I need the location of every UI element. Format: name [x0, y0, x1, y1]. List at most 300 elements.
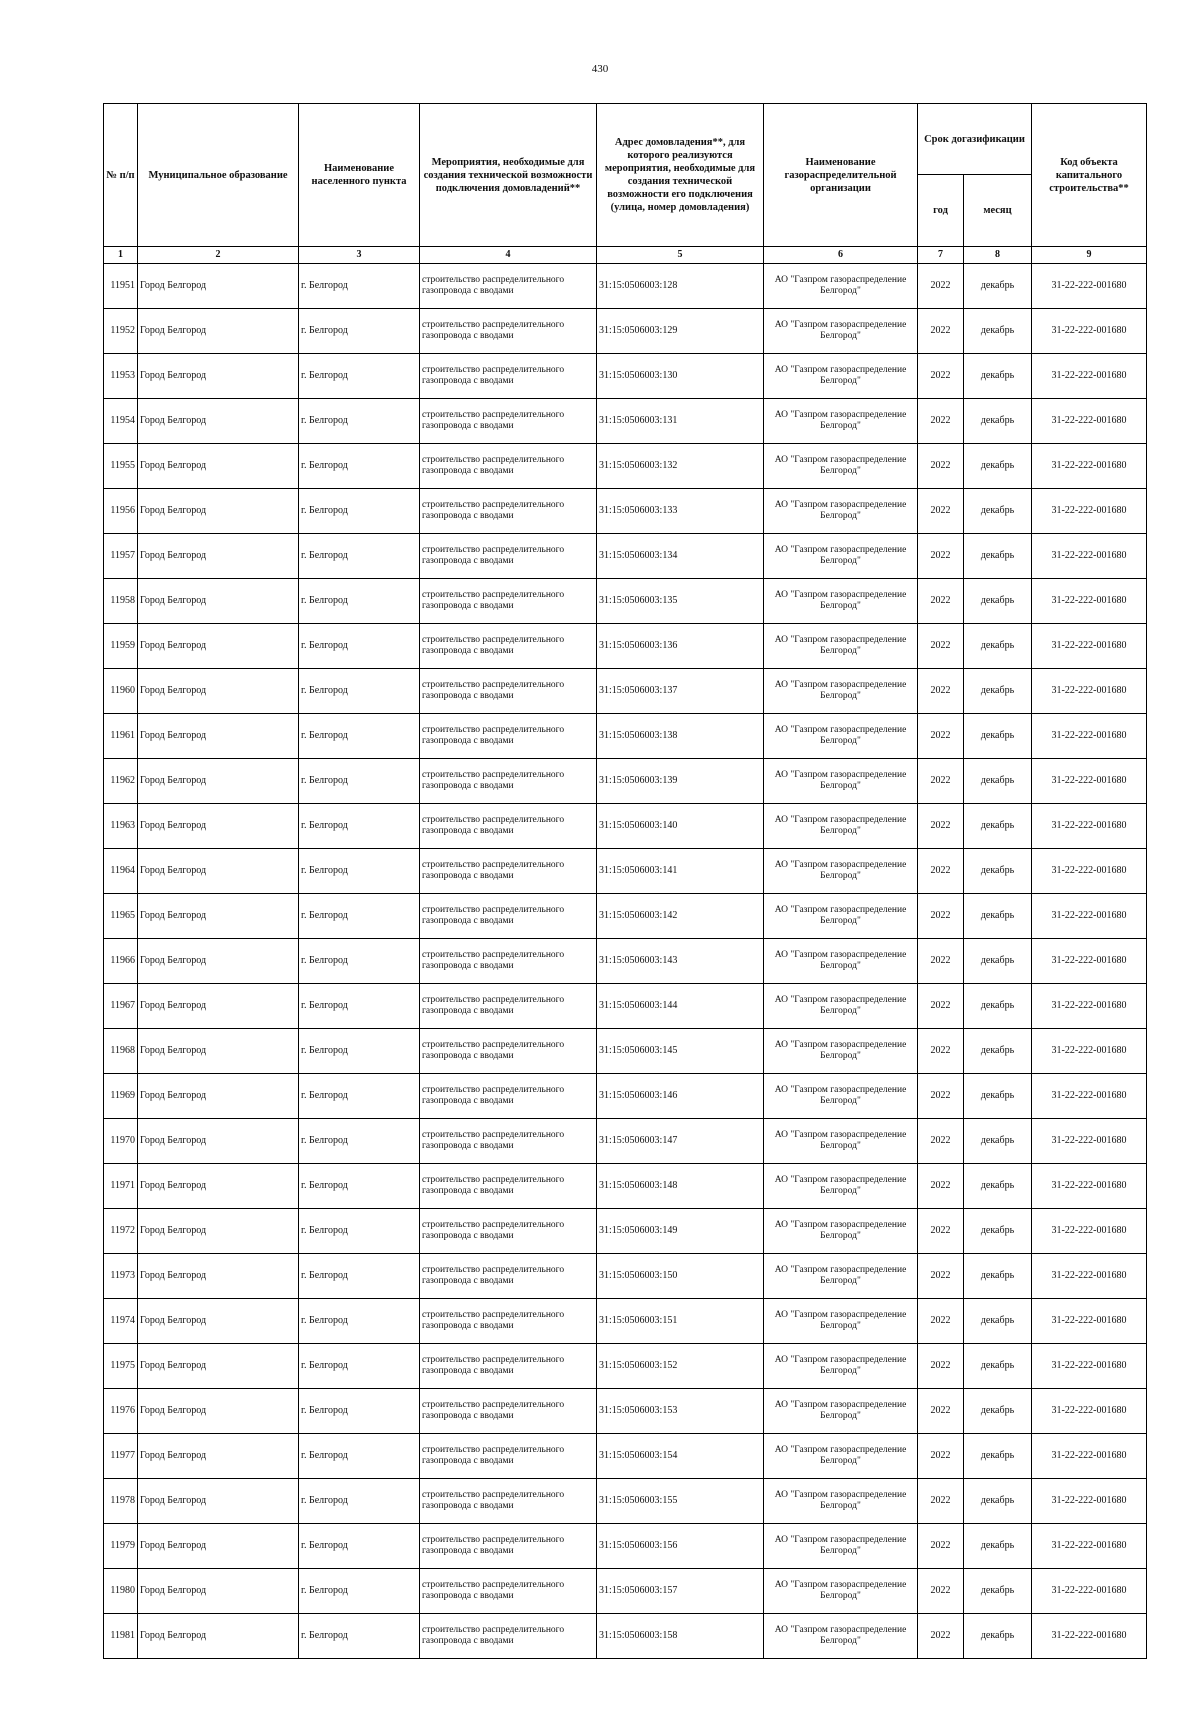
activity-cell: строительство распределительного газопровода с вводами — [420, 1434, 597, 1479]
activity-cell: строительство распределительного газопровода с вводами — [420, 354, 597, 399]
address-cell: 31:15:0506003:149 — [597, 1209, 764, 1254]
row-number: 11962 — [104, 759, 138, 804]
year-cell: 2022 — [918, 1614, 964, 1659]
municipality-cell: Город Белгород — [138, 804, 299, 849]
header-code: Код объекта капитального строительства** — [1032, 104, 1147, 247]
municipality-cell: Город Белгород — [138, 759, 299, 804]
address-cell: 31:15:0506003:135 — [597, 579, 764, 624]
municipality-cell: Город Белгород — [138, 1614, 299, 1659]
month-cell: декабрь — [964, 894, 1032, 939]
row-number: 11959 — [104, 624, 138, 669]
organization-cell: АО "Газпром газораспределение Белгород" — [764, 849, 918, 894]
month-cell: декабрь — [964, 624, 1032, 669]
organization-cell: АО "Газпром газораспределение Белгород" — [764, 1434, 918, 1479]
month-cell: декабрь — [964, 444, 1032, 489]
activity-cell: строительство распределительного газопровода с вводами — [420, 714, 597, 759]
address-cell: 31:15:0506003:157 — [597, 1569, 764, 1614]
settlement-cell: г. Белгород — [299, 1254, 420, 1299]
organization-cell: АО "Газпром газораспределение Белгород" — [764, 1614, 918, 1659]
municipality-cell: Город Белгород — [138, 1074, 299, 1119]
organization-cell: АО "Газпром газораспределение Белгород" — [764, 1119, 918, 1164]
activity-cell: строительство распределительного газопровода с вводами — [420, 759, 597, 804]
table-row — [104, 579, 1147, 624]
table-row — [104, 1344, 1147, 1389]
table-row — [104, 1029, 1147, 1074]
header-deadline: Срок догазификации — [918, 104, 1032, 175]
month-cell: декабрь — [964, 849, 1032, 894]
year-cell: 2022 — [918, 759, 964, 804]
activity-cell: строительство распределительного газопровода с вводами — [420, 1029, 597, 1074]
month-cell: декабрь — [964, 309, 1032, 354]
municipality-cell: Город Белгород — [138, 669, 299, 714]
header-address: Адрес домовладения**, для которого реализуются мероприятия, необходимые для создания технической возможности его подключения (улица, номер домовладения) — [597, 104, 764, 247]
settlement-cell: г. Белгород — [299, 939, 420, 984]
settlement-cell: г. Белгород — [299, 1569, 420, 1614]
settlement-cell: г. Белгород — [299, 534, 420, 579]
table-row — [104, 1299, 1147, 1344]
municipality-cell: Город Белгород — [138, 939, 299, 984]
organization-cell: АО "Газпром газораспределение Белгород" — [764, 1164, 918, 1209]
table-row — [104, 1479, 1147, 1524]
row-number: 11965 — [104, 894, 138, 939]
activity-cell: строительство распределительного газопровода с вводами — [420, 1389, 597, 1434]
table-row — [104, 1254, 1147, 1299]
activity-cell: строительство распределительного газопровода с вводами — [420, 894, 597, 939]
address-cell: 31:15:0506003:137 — [597, 669, 764, 714]
organization-cell: АО "Газпром газораспределение Белгород" — [764, 714, 918, 759]
address-cell: 31:15:0506003:140 — [597, 804, 764, 849]
month-cell: декабрь — [964, 1164, 1032, 1209]
activity-cell: строительство распределительного газопровода с вводами — [420, 1299, 597, 1344]
year-cell: 2022 — [918, 939, 964, 984]
organization-cell: АО "Газпром газораспределение Белгород" — [764, 1344, 918, 1389]
table-row — [104, 894, 1147, 939]
settlement-cell: г. Белгород — [299, 1299, 420, 1344]
organization-cell: АО "Газпром газораспределение Белгород" — [764, 1209, 918, 1254]
table-row — [104, 759, 1147, 804]
column-number: 7 — [918, 247, 964, 264]
organization-cell: АО "Газпром газораспределение Белгород" — [764, 1074, 918, 1119]
municipality-cell: Город Белгород — [138, 534, 299, 579]
activity-cell: строительство распределительного газопровода с вводами — [420, 1524, 597, 1569]
municipality-cell: Город Белгород — [138, 1524, 299, 1569]
month-cell: декабрь — [964, 1389, 1032, 1434]
object-code-cell: 31-22-222-001680 — [1032, 534, 1147, 579]
row-number: 11960 — [104, 669, 138, 714]
month-cell: декабрь — [964, 1029, 1032, 1074]
municipality-cell: Город Белгород — [138, 1389, 299, 1434]
month-cell: декабрь — [964, 579, 1032, 624]
activity-cell: строительство распределительного газопровода с вводами — [420, 489, 597, 534]
address-cell: 31:15:0506003:142 — [597, 894, 764, 939]
activity-cell: строительство распределительного газопровода с вводами — [420, 1569, 597, 1614]
municipality-cell: Город Белгород — [138, 1164, 299, 1209]
address-cell: 31:15:0506003:132 — [597, 444, 764, 489]
object-code-cell: 31-22-222-001680 — [1032, 759, 1147, 804]
table-row — [104, 534, 1147, 579]
row-number: 11976 — [104, 1389, 138, 1434]
activity-cell: строительство распределительного газопровода с вводами — [420, 1614, 597, 1659]
activity-cell: строительство распределительного газопровода с вводами — [420, 309, 597, 354]
month-cell: декабрь — [964, 1254, 1032, 1299]
object-code-cell: 31-22-222-001680 — [1032, 804, 1147, 849]
year-cell: 2022 — [918, 1524, 964, 1569]
year-cell: 2022 — [918, 1299, 964, 1344]
column-number: 5 — [597, 247, 764, 264]
activity-cell: строительство распределительного газопровода с вводами — [420, 939, 597, 984]
year-cell: 2022 — [918, 444, 964, 489]
object-code-cell: 31-22-222-001680 — [1032, 894, 1147, 939]
row-number: 11953 — [104, 354, 138, 399]
municipality-cell: Город Белгород — [138, 1299, 299, 1344]
year-cell: 2022 — [918, 1209, 964, 1254]
address-cell: 31:15:0506003:158 — [597, 1614, 764, 1659]
gasification-table — [103, 103, 1147, 1659]
year-cell: 2022 — [918, 1389, 964, 1434]
settlement-cell: г. Белгород — [299, 1074, 420, 1119]
year-cell: 2022 — [918, 1074, 964, 1119]
municipality-cell: Город Белгород — [138, 894, 299, 939]
row-number: 11955 — [104, 444, 138, 489]
month-cell: декабрь — [964, 804, 1032, 849]
month-cell: декабрь — [964, 1569, 1032, 1614]
row-number: 11977 — [104, 1434, 138, 1479]
year-cell: 2022 — [918, 894, 964, 939]
table-row — [104, 939, 1147, 984]
column-number: 8 — [964, 247, 1032, 264]
settlement-cell: г. Белгород — [299, 444, 420, 489]
organization-cell: АО "Газпром газораспределение Белгород" — [764, 804, 918, 849]
year-cell: 2022 — [918, 1479, 964, 1524]
month-cell: декабрь — [964, 759, 1032, 804]
year-cell: 2022 — [918, 1119, 964, 1164]
year-cell: 2022 — [918, 1434, 964, 1479]
table-header — [104, 104, 1147, 264]
month-cell: декабрь — [964, 1074, 1032, 1119]
object-code-cell: 31-22-222-001680 — [1032, 1389, 1147, 1434]
address-cell: 31:15:0506003:141 — [597, 849, 764, 894]
activity-cell: строительство распределительного газопровода с вводами — [420, 534, 597, 579]
month-cell: декабрь — [964, 1209, 1032, 1254]
month-cell: декабрь — [964, 1119, 1032, 1164]
activity-cell: строительство распределительного газопровода с вводами — [420, 444, 597, 489]
year-cell: 2022 — [918, 489, 964, 534]
object-code-cell: 31-22-222-001680 — [1032, 624, 1147, 669]
activity-cell: строительство распределительного газопровода с вводами — [420, 849, 597, 894]
table-body — [104, 264, 1147, 1659]
organization-cell: АО "Газпром газораспределение Белгород" — [764, 984, 918, 1029]
settlement-cell: г. Белгород — [299, 714, 420, 759]
month-cell: декабрь — [964, 939, 1032, 984]
municipality-cell: Город Белгород — [138, 399, 299, 444]
settlement-cell: г. Белгород — [299, 759, 420, 804]
object-code-cell: 31-22-222-001680 — [1032, 1434, 1147, 1479]
address-cell: 31:15:0506003:148 — [597, 1164, 764, 1209]
settlement-cell: г. Белгород — [299, 399, 420, 444]
address-cell: 31:15:0506003:156 — [597, 1524, 764, 1569]
page-number: 430 — [591, 63, 609, 75]
municipality-cell: Город Белгород — [138, 264, 299, 309]
object-code-cell: 31-22-222-001680 — [1032, 264, 1147, 309]
activity-cell: строительство распределительного газопровода с вводами — [420, 1479, 597, 1524]
month-cell: декабрь — [964, 489, 1032, 534]
settlement-cell: г. Белгород — [299, 489, 420, 534]
column-number: 6 — [764, 247, 918, 264]
object-code-cell: 31-22-222-001680 — [1032, 309, 1147, 354]
month-cell: декабрь — [964, 1344, 1032, 1389]
object-code-cell: 31-22-222-001680 — [1032, 1254, 1147, 1299]
table-row — [104, 1569, 1147, 1614]
table-row — [104, 1074, 1147, 1119]
activity-cell: строительство распределительного газопровода с вводами — [420, 1119, 597, 1164]
municipality-cell: Город Белгород — [138, 714, 299, 759]
object-code-cell: 31-22-222-001680 — [1032, 984, 1147, 1029]
table-row — [104, 444, 1147, 489]
table-row — [104, 399, 1147, 444]
year-cell: 2022 — [918, 669, 964, 714]
year-cell: 2022 — [918, 714, 964, 759]
settlement-cell: г. Белгород — [299, 309, 420, 354]
month-cell: декабрь — [964, 669, 1032, 714]
column-numbers-row — [104, 247, 1147, 264]
municipality-cell: Город Белгород — [138, 1479, 299, 1524]
organization-cell: АО "Газпром газораспределение Белгород" — [764, 624, 918, 669]
address-cell: 31:15:0506003:136 — [597, 624, 764, 669]
settlement-cell: г. Белгород — [299, 1344, 420, 1389]
row-number: 11980 — [104, 1569, 138, 1614]
settlement-cell: г. Белгород — [299, 984, 420, 1029]
object-code-cell: 31-22-222-001680 — [1032, 1569, 1147, 1614]
object-code-cell: 31-22-222-001680 — [1032, 354, 1147, 399]
year-cell: 2022 — [918, 309, 964, 354]
object-code-cell: 31-22-222-001680 — [1032, 939, 1147, 984]
address-cell: 31:15:0506003:130 — [597, 354, 764, 399]
year-cell: 2022 — [918, 1254, 964, 1299]
settlement-cell: г. Белгород — [299, 1029, 420, 1074]
settlement-cell: г. Белгород — [299, 1479, 420, 1524]
settlement-cell: г. Белгород — [299, 1119, 420, 1164]
activity-cell: строительство распределительного газопровода с вводами — [420, 1344, 597, 1389]
row-number: 11970 — [104, 1119, 138, 1164]
address-cell: 31:15:0506003:144 — [597, 984, 764, 1029]
address-cell: 31:15:0506003:146 — [597, 1074, 764, 1119]
organization-cell: АО "Газпром газораспределение Белгород" — [764, 354, 918, 399]
activity-cell: строительство распределительного газопровода с вводами — [420, 984, 597, 1029]
object-code-cell: 31-22-222-001680 — [1032, 1344, 1147, 1389]
address-cell: 31:15:0506003:147 — [597, 1119, 764, 1164]
organization-cell: АО "Газпром газораспределение Белгород" — [764, 759, 918, 804]
organization-cell: АО "Газпром газораспределение Белгород" — [764, 534, 918, 579]
organization-cell: АО "Газпром газораспределение Белгород" — [764, 894, 918, 939]
municipality-cell: Город Белгород — [138, 849, 299, 894]
settlement-cell: г. Белгород — [299, 354, 420, 399]
municipality-cell: Город Белгород — [138, 444, 299, 489]
month-cell: декабрь — [964, 264, 1032, 309]
municipality-cell: Город Белгород — [138, 1344, 299, 1389]
organization-cell: АО "Газпром газораспределение Белгород" — [764, 264, 918, 309]
object-code-cell: 31-22-222-001680 — [1032, 489, 1147, 534]
settlement-cell: г. Белгород — [299, 1434, 420, 1479]
row-number: 11951 — [104, 264, 138, 309]
table-row — [104, 264, 1147, 309]
month-cell: декабрь — [964, 714, 1032, 759]
address-cell: 31:15:0506003:134 — [597, 534, 764, 579]
address-cell: 31:15:0506003:155 — [597, 1479, 764, 1524]
object-code-cell: 31-22-222-001680 — [1032, 714, 1147, 759]
column-number: 9 — [1032, 247, 1147, 264]
table-row — [104, 1434, 1147, 1479]
header-settlement: Наименование населенного пункта — [299, 104, 420, 247]
address-cell: 31:15:0506003:151 — [597, 1299, 764, 1344]
row-number: 11979 — [104, 1524, 138, 1569]
table-row — [104, 804, 1147, 849]
settlement-cell: г. Белгород — [299, 804, 420, 849]
municipality-cell: Город Белгород — [138, 1209, 299, 1254]
year-cell: 2022 — [918, 804, 964, 849]
object-code-cell: 31-22-222-001680 — [1032, 669, 1147, 714]
settlement-cell: г. Белгород — [299, 1614, 420, 1659]
row-number: 11963 — [104, 804, 138, 849]
address-cell: 31:15:0506003:152 — [597, 1344, 764, 1389]
organization-cell: АО "Газпром газораспределение Белгород" — [764, 489, 918, 534]
header-municipality: Муниципальное образование — [138, 104, 299, 247]
object-code-cell: 31-22-222-001680 — [1032, 1119, 1147, 1164]
year-cell: 2022 — [918, 1344, 964, 1389]
municipality-cell: Город Белгород — [138, 1434, 299, 1479]
settlement-cell: г. Белгород — [299, 1164, 420, 1209]
municipality-cell: Город Белгород — [138, 1254, 299, 1299]
month-cell: декабрь — [964, 1434, 1032, 1479]
activity-cell: строительство распределительного газопровода с вводами — [420, 1209, 597, 1254]
row-number: 11974 — [104, 1299, 138, 1344]
row-number: 11969 — [104, 1074, 138, 1119]
table-row — [104, 669, 1147, 714]
month-cell: декабрь — [964, 1524, 1032, 1569]
organization-cell: АО "Газпром газораспределение Белгород" — [764, 444, 918, 489]
row-number: 11968 — [104, 1029, 138, 1074]
year-cell: 2022 — [918, 849, 964, 894]
column-number: 2 — [138, 247, 299, 264]
organization-cell: АО "Газпром газораспределение Белгород" — [764, 1389, 918, 1434]
object-code-cell: 31-22-222-001680 — [1032, 1299, 1147, 1344]
table-row — [104, 1209, 1147, 1254]
table-row — [104, 714, 1147, 759]
object-code-cell: 31-22-222-001680 — [1032, 399, 1147, 444]
municipality-cell: Город Белгород — [138, 579, 299, 624]
municipality-cell: Город Белгород — [138, 489, 299, 534]
address-cell: 31:15:0506003:143 — [597, 939, 764, 984]
activity-cell: строительство распределительного газопровода с вводами — [420, 399, 597, 444]
address-cell: 31:15:0506003:153 — [597, 1389, 764, 1434]
settlement-cell: г. Белгород — [299, 669, 420, 714]
municipality-cell: Город Белгород — [138, 1119, 299, 1164]
table-row — [104, 1524, 1147, 1569]
settlement-cell: г. Белгород — [299, 1524, 420, 1569]
column-number: 4 — [420, 247, 597, 264]
address-cell: 31:15:0506003:129 — [597, 309, 764, 354]
address-cell: 31:15:0506003:150 — [597, 1254, 764, 1299]
address-cell: 31:15:0506003:133 — [597, 489, 764, 534]
row-number: 11973 — [104, 1254, 138, 1299]
header-month: месяц — [964, 175, 1032, 247]
month-cell: декабрь — [964, 984, 1032, 1029]
table-row — [104, 309, 1147, 354]
header-year: год — [918, 175, 964, 247]
settlement-cell: г. Белгород — [299, 1389, 420, 1434]
row-number: 11967 — [104, 984, 138, 1029]
year-cell: 2022 — [918, 984, 964, 1029]
month-cell: декабрь — [964, 1614, 1032, 1659]
settlement-cell: г. Белгород — [299, 264, 420, 309]
table-row — [104, 1119, 1147, 1164]
row-number: 11961 — [104, 714, 138, 759]
row-number: 11971 — [104, 1164, 138, 1209]
year-cell: 2022 — [918, 579, 964, 624]
year-cell: 2022 — [918, 1164, 964, 1209]
settlement-cell: г. Белгород — [299, 849, 420, 894]
address-cell: 31:15:0506003:139 — [597, 759, 764, 804]
activity-cell: строительство распределительного газопровода с вводами — [420, 1074, 597, 1119]
activity-cell: строительство распределительного газопровода с вводами — [420, 1254, 597, 1299]
address-cell: 31:15:0506003:128 — [597, 264, 764, 309]
settlement-cell: г. Белгород — [299, 894, 420, 939]
object-code-cell: 31-22-222-001680 — [1032, 1479, 1147, 1524]
activity-cell: строительство распределительного газопровода с вводами — [420, 579, 597, 624]
activity-cell: строительство распределительного газопровода с вводами — [420, 1164, 597, 1209]
object-code-cell: 31-22-222-001680 — [1032, 579, 1147, 624]
object-code-cell: 31-22-222-001680 — [1032, 849, 1147, 894]
year-cell: 2022 — [918, 534, 964, 579]
year-cell: 2022 — [918, 354, 964, 399]
row-number: 11975 — [104, 1344, 138, 1389]
header-activities: Мероприятия, необходимые для создания технической возможности подключения домовладений** — [420, 104, 597, 247]
settlement-cell: г. Белгород — [299, 624, 420, 669]
organization-cell: АО "Газпром газораспределение Белгород" — [764, 1029, 918, 1074]
address-cell: 31:15:0506003:145 — [597, 1029, 764, 1074]
month-cell: декабрь — [964, 1479, 1032, 1524]
year-cell: 2022 — [918, 264, 964, 309]
organization-cell: АО "Газпром газораспределение Белгород" — [764, 1254, 918, 1299]
year-cell: 2022 — [918, 624, 964, 669]
municipality-cell: Город Белгород — [138, 309, 299, 354]
row-number: 11954 — [104, 399, 138, 444]
row-number: 11958 — [104, 579, 138, 624]
municipality-cell: Город Белгород — [138, 984, 299, 1029]
object-code-cell: 31-22-222-001680 — [1032, 1074, 1147, 1119]
row-number: 11978 — [104, 1479, 138, 1524]
year-cell: 2022 — [918, 399, 964, 444]
table-row — [104, 984, 1147, 1029]
table-row — [104, 1389, 1147, 1434]
object-code-cell: 31-22-222-001680 — [1032, 1524, 1147, 1569]
address-cell: 31:15:0506003:138 — [597, 714, 764, 759]
month-cell: декабрь — [964, 399, 1032, 444]
organization-cell: АО "Газпром газораспределение Белгород" — [764, 399, 918, 444]
header-organization: Наименование газораспределительной организации — [764, 104, 918, 247]
organization-cell: АО "Газпром газораспределение Белгород" — [764, 1299, 918, 1344]
table-row — [104, 354, 1147, 399]
settlement-cell: г. Белгород — [299, 579, 420, 624]
row-number: 11952 — [104, 309, 138, 354]
object-code-cell: 31-22-222-001680 — [1032, 1614, 1147, 1659]
year-cell: 2022 — [918, 1029, 964, 1074]
organization-cell: АО "Газпром газораспределение Белгород" — [764, 669, 918, 714]
municipality-cell: Город Белгород — [138, 1029, 299, 1074]
column-number: 1 — [104, 247, 138, 264]
organization-cell: АО "Газпром газораспределение Белгород" — [764, 579, 918, 624]
month-cell: декабрь — [964, 534, 1032, 579]
table-row — [104, 1164, 1147, 1209]
